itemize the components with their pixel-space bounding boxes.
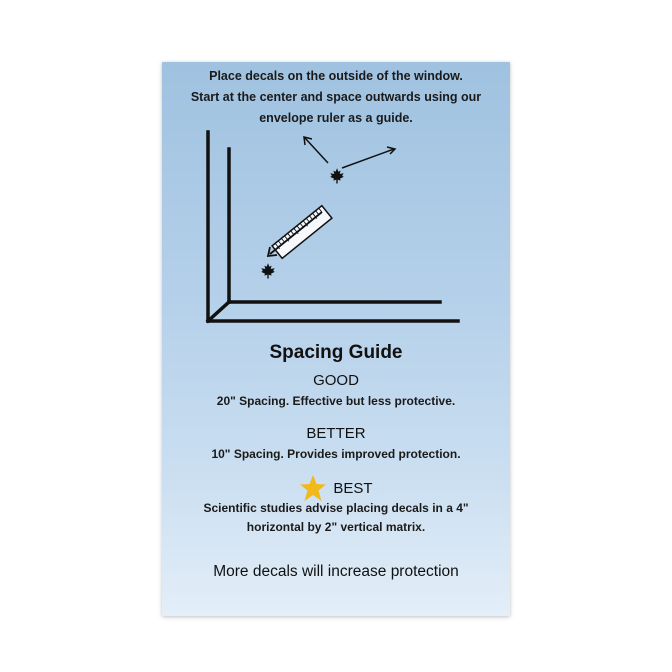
star-icon	[299, 474, 327, 502]
tier-best-description	[162, 499, 510, 537]
tier-good-label: GOOD	[313, 372, 359, 389]
spacing-guide-title: Spacing Guide	[269, 342, 403, 363]
window-corner-illustration	[162, 62, 510, 342]
spacing-arrows	[304, 137, 395, 168]
tier-best-heading	[162, 474, 510, 500]
decal-instruction-card	[162, 62, 510, 616]
tier-description-line: horizontal by 2" vertical matrix.	[246, 520, 426, 534]
instruction-line: Place decals on the outside of the window.	[209, 69, 463, 83]
tier-good-description	[162, 392, 510, 411]
tier-description-line: Scientific studies advise placing decals in a 4"	[203, 501, 469, 515]
instruction-line: Start at the center and space outwards using our	[190, 90, 482, 104]
tier-better-description	[162, 445, 510, 464]
maple-leaf-icon	[330, 168, 344, 183]
tier-description-line: 20" Spacing. Effective but less protective.	[216, 394, 456, 408]
footer-note: More decals will increase protection	[213, 563, 459, 580]
tier-best-label: BEST	[333, 479, 373, 497]
instruction-line: envelope ruler as a guide.	[259, 111, 413, 125]
tier-description-line: 10" Spacing. Provides improved protection.	[211, 447, 461, 461]
tier-better-label: BETTER	[306, 425, 366, 442]
window-frame	[208, 132, 458, 321]
maple-leaf-icon	[261, 263, 275, 278]
envelope-ruler-icon	[268, 206, 332, 259]
